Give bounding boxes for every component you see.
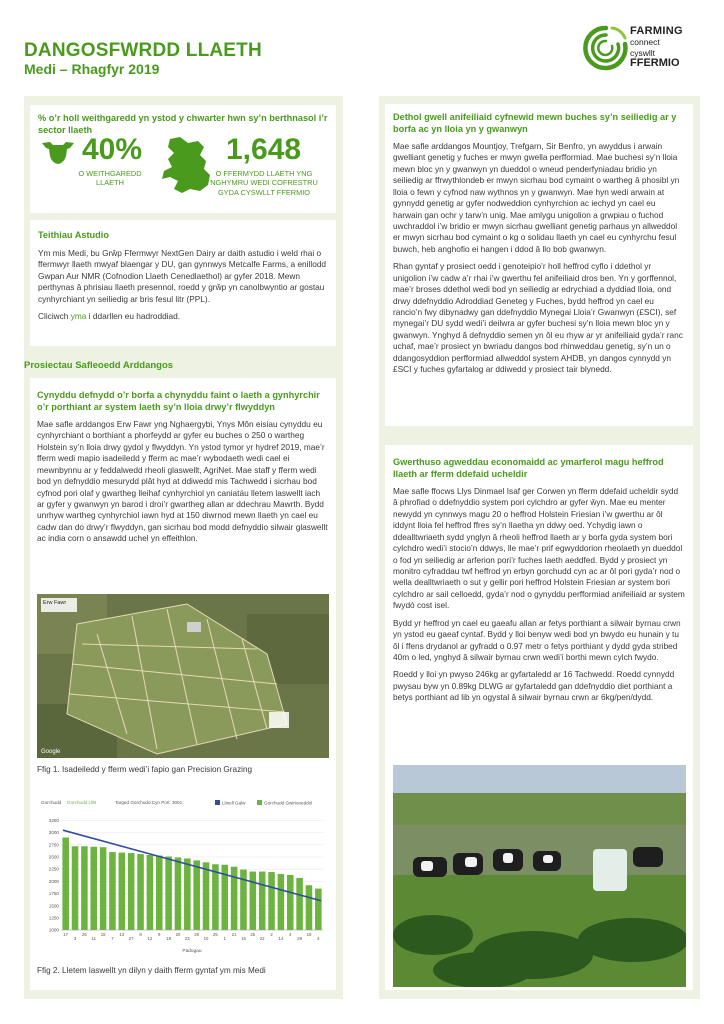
stats-card: [30, 105, 336, 213]
heifers-photo: [393, 765, 686, 987]
x-tick-label: 8: [139, 932, 142, 937]
y-tick-label: 1250: [48, 915, 59, 921]
economic-text-1: Mae safle ffocws Llys Dinmael Isaf ger Corwen yn fferm ddefaid ucheldir sydd â phrofiad o ddefnyddio system pori cylchdro ar gyfer ŵyn. Mae eu menter newydd yn cynnwys magu 20 o heffrod Holstein Friesian i’w gwerthu ar ôl iddynt lloia fel heffrod ffres sy’n llaetha yn ddwy oed. Ychydig iawn o ddealltwriaeth sydd ynglyn â rheoli heffrod llaeth ar y borfa gyda system bori cylchdro wedi’i stocio’n ddwys, lle mae’r prif egwyddorion rheolaeth yn dueddol o fod yn seiliedig ar arferion pori’r fuches laeth aeddfed. Bydd y prosiect yn monitro cyfraddau twf heffrod yn erbyn gorchudd cyn ac ar ôl pori gyda’r nod o wella dealltwriaeth o sut y gellir pori heffrod Holstein Friesian ar system bori cylchdro ar sail celloedd, gyda’r nod o gynyddu perfformiad anifeiliaid ar system fwydó cost isel.: [393, 485, 685, 611]
breeding-text-1: Mae safle arddangos Mountjoy, Trefgarn, Sir Benfro, yn awyddus i arwain gwelliant genetig y fuches er mwyn gwella perfformiad. Mae buchesi sy’n lloia mewn bloc yn y gwanwyn yn dueddol o wneud penderfyniadau bridio yn seiliedig ar ffrwythlondeb er mwyn sicrhau bod cymaint o wartheg â phosibl yn lloia o fewn y cyfnod naw wythnos yn y gwanwyn. Mae hyn wedi arwain at gynnydd genetig ar gyfer nodweddion cynhyrchion ac iechyd yn cael eu harwain gan ochr y tarw’n unig. Mae amlygu unigolion a grwpiau o fuchod uwchraddol i’w bridio er mwyn sicrhau gwelliant genetig parhaus yn allweddol er mwyn sicrhau bod cymaint o kg o solidau llaeth yn cael eu cynhyrchu fesul buwch, heb anghofio ei hangen i ddod â llo bob gwanwyn.: [393, 140, 680, 254]
forage-text: Mae safle arddangos Erw Fawr yng Nghaergybi, Ynys Môn eisiau cynyddu eu cynhyrchiant o borthiant a phorfeydd ar gyfer eu buches o 250 o wartheg Holstein sy’n lloia drwy gydol y flwyddyn. Yn ystod tymor yr hydref 2019, mae’r fferm wedi mapio isadeiledd y fferm ac mae’r wybodaeth wedi cael ei mewnbynnu ar y feddalwedd rheoli glaswellt, AgriNet. Mae staff y fferm wedi bod yn defnyddio mesurydd plât hyd at ddiwedd mis Tachwedd i sicrhau bod cyfnod pori olaf y gwartheg lleihaf cynhyrchiol yn caniatáu lletem laswellt iach ar gyfer y gwanwyn yn barod i droi’r gwartheg allan ar ddechrau Mawrth. Bydd unrhyw wartheg cynhyrchiol iawn hyd at 150 diwrnod mewn llaeth yn cael eu cadw dan do drwy’r flwyddyn, gan sicrhau bod modd defnyddio silwair glaswellt ac india corn o ansawdd uchel yn effeithlon.: [37, 418, 328, 544]
y-tick-label: 1000: [48, 927, 59, 933]
swirl-logo-icon: [583, 24, 629, 74]
y-tick-label: 3250: [48, 818, 59, 824]
bar: [119, 853, 126, 930]
fig2-caption: Ffig 2. Lletem laswellt yn dilyn y daith fferm gyntaf ym mis Medi: [37, 966, 266, 975]
economic-heading: Gwerthuso agweddau economaidd ac ymarferol magu heffrod llaeth ar fferm ddefaid ucheldir: [393, 457, 664, 479]
heifers-on-fodder-beet-image: [393, 765, 686, 987]
breeding-heading: Dethol gwell anifeiliaid cyfnewid mewn buches sy’n seiliedig ar y borfa ac yn lloia yn y gwanwyn: [393, 112, 677, 134]
bar: [278, 874, 285, 930]
bar: [193, 860, 200, 930]
x-tick-label: 28: [194, 932, 200, 937]
x-tick-label: 4: [317, 936, 320, 941]
x-tick-label: 25: [250, 932, 256, 937]
bar: [287, 875, 294, 930]
x-tick-label: 12: [147, 936, 153, 941]
x-tick-label: 15: [100, 932, 106, 937]
breeding-project-card: [385, 104, 693, 426]
bar: [175, 857, 182, 930]
legend-label-line: Llinell Galw: [222, 800, 246, 806]
registered-farms-value: 1,648: [226, 133, 302, 166]
cow-head-icon: [40, 139, 76, 165]
y-tick-label: 1750: [48, 891, 59, 897]
click-text: Cliciwch: [38, 311, 71, 322]
bar: [212, 864, 219, 930]
demo-projects-label: Prosiectau Safleoedd Arddangos: [24, 360, 174, 371]
x-tick-label: 18: [166, 936, 171, 941]
study-tours-card: [30, 220, 336, 346]
bar: [306, 885, 313, 930]
page-title: DANGOSFWRDD LLAETH: [24, 40, 262, 61]
legend-swatch-line: [215, 800, 220, 805]
logo-cyswllt: cyswllt: [630, 48, 656, 59]
aerial-map-image: [37, 594, 329, 758]
map-watermark: Google: [41, 749, 61, 755]
study-tours-text: Ym mis Medi, bu Grŵp Ffermwyr NextGen Dairy ar daith astudio i weld rhai o ffermwyr llaeth mwyaf blaengar y DU, gan gynnwys Metcalfe Farms, a enillodd Gwpan Aur NMR (Cofnodion Llaeth Cenedlaethol) ar gyfer 2018. Mewn perthynas â phrisiau llaeth presennol, roedd y grŵp yn canolbwyntio ar gostau cynhyrchiant yn seiliedig ar bris fesul litr (PPL).: [38, 247, 327, 304]
bar: [259, 872, 266, 930]
page-subtitle: Medi – Rhagfyr 2019: [24, 61, 160, 77]
y-tick-label: 3000: [48, 830, 59, 836]
bar: [203, 862, 210, 930]
bar: [72, 846, 79, 930]
bar: [315, 889, 322, 930]
stats-heading: % o’r holl weithgaredd yn ystod y chwarter hwn sy’n berthnasol i’r sector llaeth: [38, 113, 328, 135]
bar: [268, 872, 275, 930]
y-tick-label: 2250: [48, 866, 59, 872]
x-tick-label: 29: [297, 936, 302, 941]
x-tick-label: 14: [278, 936, 284, 941]
y-tick-label: 1500: [48, 903, 59, 909]
legend-swatch-bar: [257, 800, 262, 805]
x-axis-label: Padogau: [182, 949, 202, 954]
x-tick-label: 21: [231, 932, 237, 937]
x-tick-label: 20: [175, 932, 181, 937]
x-tick-label: 13: [119, 932, 125, 937]
bar: [184, 858, 191, 930]
bar: [137, 854, 144, 930]
report-link-suffix: i ddarllen eu hadroddiad.: [86, 311, 181, 322]
x-tick-label: 2: [270, 932, 273, 937]
registered-farms-caption: O FFERMYDD LLAETH YNG NGHYMRU WEDI COFRESTRU GYDA CYSWLLT FFERMIO: [210, 169, 318, 197]
bar: [296, 878, 303, 930]
y-tick-label: 2750: [48, 842, 59, 848]
logo-ffermio: FFERMIO: [630, 57, 680, 70]
dairy-percent-caption: O WEITHGAREDD LLAETH: [78, 169, 142, 188]
chart-header-item: Gorchudd Ll/B: [67, 800, 97, 805]
x-tick-label: 11: [91, 936, 96, 941]
logo-farming: FARMING: [630, 25, 683, 37]
x-tick-label: 3: [73, 936, 77, 941]
x-tick-label: 22: [259, 936, 265, 941]
bar: [128, 853, 135, 930]
farm-infrastructure-map: [37, 594, 329, 758]
legend-label-bar: Gorchudd Gwirioneddol: [264, 800, 313, 806]
fig1-caption: Ffig 1. Isadeiledd y fferm wedi’i fapio gan Precision Grazing: [37, 765, 253, 774]
bar: [109, 852, 116, 930]
bar: [156, 855, 163, 930]
grass-wedge-chart: [37, 792, 329, 964]
x-tick-label: 7: [111, 936, 114, 941]
bar: [165, 856, 172, 930]
forage-heading: Cynyddu defnydd o’r borfa a chynyddu faint o laeth a gynhyrchir o’r porthiant ar system laeth sy’n lloia drwy’r flwyddyn: [37, 390, 320, 412]
chart-header-item: Gorchudd: [41, 800, 62, 805]
x-tick-label: 16: [241, 936, 246, 941]
bar: [250, 872, 257, 930]
logo-connect: connect: [630, 36, 660, 47]
breeding-text-2: Rhan gyntaf y prosiect oedd i genoteipio’r holl heffrod cyflo i ddethol yr unigolion i’w cadw a’r rhai i’w gwerthu fel anifeiliaid dros ben. Yn y gorffennol, mae’r broses ddethol wedi bod yn seiliedig ar edrychiad a dyddiad lloia, ond drwy ddefnyddio Adroddiad Geneteg y Fuches, bydd heffrod yn cael eu rancio’n fwy dibynadwy gan ddefnyddio Mynegai Lloia’r Gwanwyn (£SCI), sef mynegai’r DU sydd wedi’i deilwra ar gyfer buchesi sy’n lloia mewn bloc yn y gwanwyn. Ynghyd â defnyddio semen yn ôl eu rhyw ar yr anifeiliaid gyda’r ranc uchaf, mae’r prosiect yn bwriadu dangos bod rhinweddau genetig, sy’n un o ddangosyddion perfformiad allweddol system AHDB, yn dangos cynnydd yn £SCI y fuches gyfartalog ar ddiwedd y prosiect tair blynedd.: [393, 261, 683, 375]
bar: [81, 846, 88, 930]
study-tours-heading: Teithiau Astudio: [38, 230, 109, 240]
chart-header-item: Targed Gorchudd Cyn Pori: 3001: [115, 800, 183, 805]
farming-connect-logo: [583, 24, 713, 76]
x-tick-label: 23: [184, 936, 190, 941]
x-tick-label: 17: [63, 932, 69, 937]
y-tick-label: 2000: [48, 878, 59, 884]
dairy-percent-value: 40%: [82, 133, 143, 166]
y-tick-label: 2500: [48, 854, 59, 860]
x-tick-label: 4: [289, 932, 292, 937]
bar: [62, 837, 69, 930]
x-tick-label: 27: [128, 936, 134, 941]
x-tick-label: 26: [82, 932, 87, 937]
economic-text-2: Bydd yr heffrod yn cael eu gaeafu allan ar fetys porthiant a silwair byrnau crwn yn ystod eu gaeaf cyntaf. Bydd y lloi benyw wedi bod yn bwydo eu hunain y tu ôl i ffens drydanol ar gyfradd o 0.97 metr o fetys porthiant y dydd gyda stribed 40m o led, ynghyd â silwair byrnau crwn wedi’i borthi mewn cylch fwydo.: [393, 617, 681, 663]
x-tick-label: 19: [306, 932, 312, 937]
bar: [90, 847, 97, 930]
x-tick-label: 1: [223, 936, 226, 941]
study-tours-link-line: [38, 311, 328, 322]
x-tick-label: 25: [213, 932, 218, 937]
map-farm-label: Erw Fawr: [43, 600, 67, 606]
bar: [147, 855, 154, 930]
economic-text-3: Roedd y lloi yn pwyso 246kg ar gyfartaledd ar 16 Tachwedd. Roedd cynnydd pwysau byw yn 0.89kg DLWG ar gyfartaledd gan ddefnyddio diet porthiant a betys porthiant ad lib yn ogystal â silwair byrnau crwn ar 6kg/pen/dydd.: [393, 669, 675, 703]
x-tick-label: 9: [158, 932, 161, 937]
bar: [100, 847, 107, 930]
x-tick-label: 10: [203, 936, 209, 941]
report-link[interactable]: yma: [70, 311, 87, 322]
grass-wedge-chart-svg: [37, 792, 329, 964]
